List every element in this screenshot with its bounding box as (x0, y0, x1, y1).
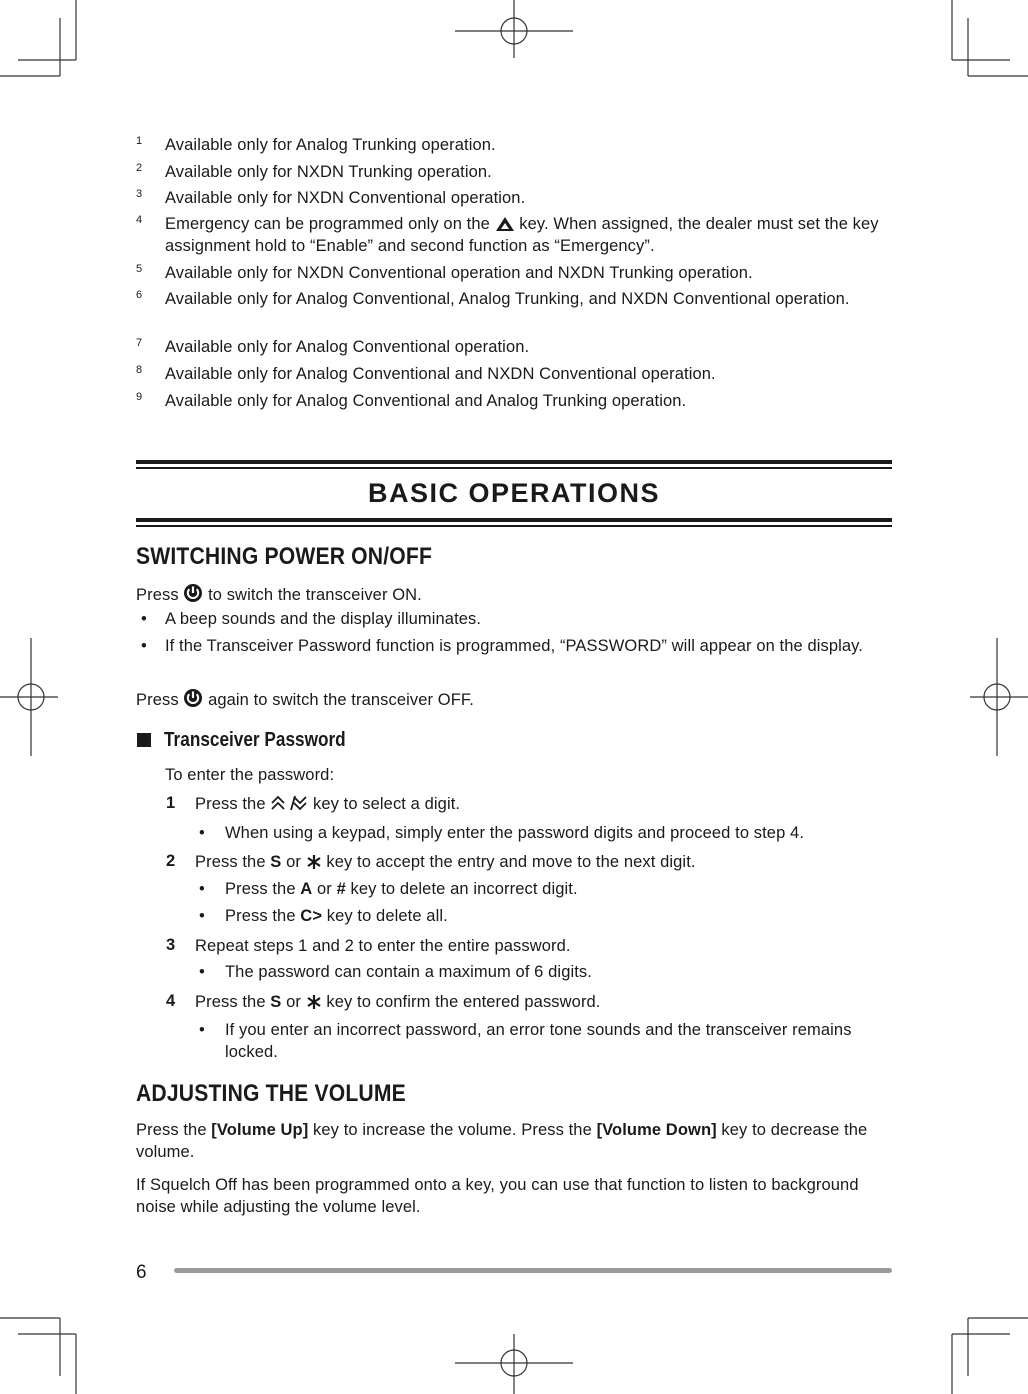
footnote-number: 2 (136, 162, 143, 174)
footnote-number: 7 (136, 337, 143, 349)
bullet-text: The password can contain a maximum of 6 digits. (225, 963, 592, 981)
footnote-text: Available only for NXDN Conventional operation and NXDN Trunking operation. (165, 264, 753, 282)
footnote-number: 3 (136, 188, 143, 200)
bullet-text: Press the A or # key to delete an incorrect digit. (225, 880, 578, 898)
heading-rule-bottom (136, 518, 892, 522)
step-text: Press the S or key to accept the entry and move to the next digit. (195, 853, 696, 871)
footnote-number: 6 (136, 289, 143, 301)
footnote-text: Emergency can be programmed only on the key. When assigned, the dealer must set the key assignment hold to “Enable” and second function as “Emergency”. (165, 215, 879, 255)
step-number: 2 (166, 852, 176, 870)
power-off-paragraph: Press again to switch the transceiver OFF. (136, 688, 474, 711)
step-text: Repeat steps 1 and 2 to enter the entire password. (195, 937, 571, 955)
bullet-text: If you enter an incorrect password, an error tone sounds and the transceiver remains locked. (225, 1021, 852, 1061)
section-title: ADJUSTING THE VOLUME (136, 1080, 406, 1107)
bullet-text: A beep sounds and the display illuminates. (165, 610, 482, 628)
bullet-text: Press the C> key to delete all. (225, 907, 448, 925)
footnote-number: 9 (136, 391, 143, 403)
volume-paragraph: Press the [Volume Up] key to increase the volume. Press the [Volume Down] key to decrease the volume. (136, 1121, 868, 1161)
bullet-text: If the Transceiver Password function is programmed, “PASSWORD” will appear on the display. (165, 637, 863, 655)
chapter-title: BASIC OPERATIONS (367, 478, 661, 508)
bullet: • (199, 824, 205, 842)
footnote-number: 1 (136, 135, 143, 147)
squelch-paragraph: If Squelch Off has been programmed onto a key, you can use that function to listen to background noise while adjusting the volume level. (136, 1176, 859, 1216)
step-text: Press the S or key to confirm the entered password. (195, 993, 601, 1011)
bullet-text: When using a keypad, simply enter the password digits and proceed to step 4. (225, 824, 805, 842)
footnote-number: 5 (136, 263, 143, 275)
bullet: • (199, 880, 205, 898)
power-on-paragraph: Press to switch the transceiver ON. (136, 583, 422, 606)
footnote-text: Available only for NXDN Conventional operation. (165, 189, 526, 207)
heading-rule-top (136, 460, 892, 464)
bullet: • (199, 963, 205, 981)
footer-bar (174, 1268, 892, 1273)
step-text: Press the key to select a digit. (195, 795, 461, 813)
footnote-number: 4 (136, 214, 143, 226)
square-bullet-icon (137, 733, 151, 747)
footnote-text: Available only for Analog Conventional and Analog Trunking operation. (165, 392, 687, 410)
double-chevron-icon (270, 794, 308, 812)
page-number: 6 (136, 1262, 147, 1283)
power-icon (183, 688, 203, 708)
triangle-key-icon (495, 216, 515, 232)
asterisk-icon (306, 994, 322, 1010)
section-title: SWITCHING POWER ON/OFF (136, 543, 433, 570)
footnote-text: Available only for NXDN Trunking operation. (165, 163, 492, 181)
heading-rule-bottom-thin (136, 525, 892, 527)
footnote-text: Available only for Analog Trunking operation. (165, 136, 496, 154)
bullet: • (141, 610, 147, 628)
bullet: • (141, 637, 147, 655)
step-number: 1 (166, 794, 176, 812)
heading-rule-top-thin (136, 467, 892, 469)
footnote-text: Available only for Analog Conventional and NXDN Conventional operation. (165, 365, 716, 383)
bullet: • (199, 1021, 205, 1039)
bullet: • (199, 907, 205, 925)
step-number: 4 (166, 992, 176, 1010)
footnote-text: Available only for Analog Conventional operation. (165, 338, 530, 356)
step-number: 3 (166, 936, 176, 954)
footnote-text: Available only for Analog Conventional, Analog Trunking, and NXDN Conventional operation. (165, 290, 850, 308)
asterisk-icon (306, 854, 322, 870)
subsection-title: Transceiver Password (164, 729, 346, 751)
password-intro: To enter the password: (165, 766, 335, 784)
power-icon (183, 583, 203, 603)
footnote-number: 8 (136, 364, 143, 376)
